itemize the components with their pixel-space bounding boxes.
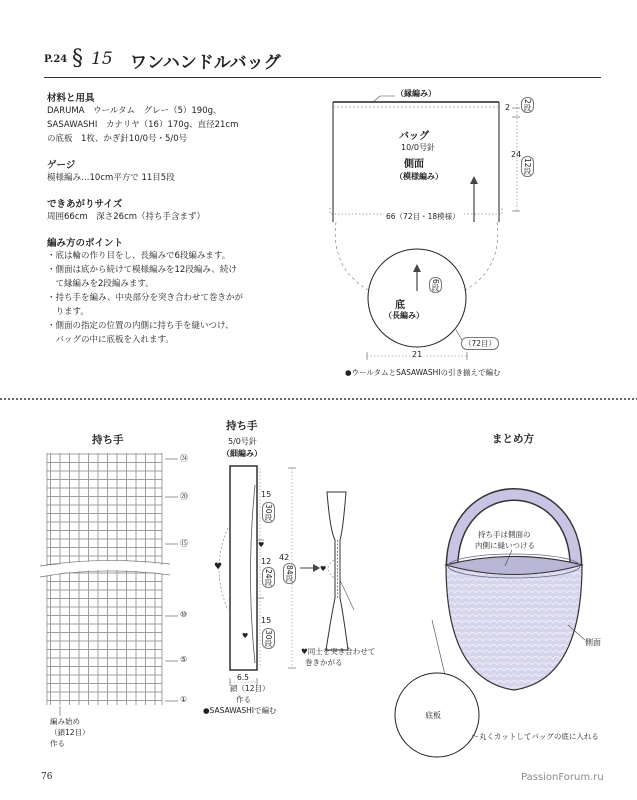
handle-width: 6.5 bbox=[237, 673, 249, 682]
heart-twist-icon: ♥ bbox=[320, 565, 327, 573]
heart-note-1: ♥同士を突き合わせて bbox=[301, 647, 376, 656]
row-mark-24: ㉔ bbox=[180, 454, 188, 463]
side-rows: 12段 bbox=[523, 158, 532, 176]
points-line-6: ・側面の指定の位置の内側に持ち手を縫いつけ、 bbox=[47, 321, 234, 331]
gauge-text: 模様編み…10cm平方で 11目5段 bbox=[47, 173, 175, 183]
bottom-stitches: （72目） bbox=[461, 337, 499, 350]
points-line-1: ・底は輪の作り目をし、長編みで6段編みます。 bbox=[47, 251, 231, 261]
bottom-label: 底 bbox=[395, 300, 405, 311]
points-line-3: て縁編みを2段編みます。 bbox=[47, 279, 154, 289]
materials-line-3: の底板 1枚、かぎ針10/0号・5/0号 bbox=[47, 134, 188, 144]
edging-label: （縁編み） bbox=[396, 89, 436, 98]
seg-bot-rows: 30段 bbox=[264, 630, 273, 648]
page-number: 76 bbox=[41, 772, 53, 782]
heart-mid-icon: ♥ bbox=[258, 541, 265, 549]
handle-yarn-note: ●SASAWASHIで編む bbox=[203, 706, 277, 715]
start-note-2: （鎖12目） bbox=[50, 728, 90, 737]
size-heading: できあがりサイズ bbox=[47, 199, 123, 210]
handle-total-len: 42 bbox=[279, 553, 290, 562]
start-note-3: 作る bbox=[50, 739, 65, 748]
size-text: 周囲66cm 深さ26cm（持ち手含まず） bbox=[47, 212, 206, 222]
seg-bot-len: 15 bbox=[261, 616, 272, 625]
side-label: 側面 bbox=[404, 159, 424, 170]
edging-height: 2 bbox=[505, 103, 511, 112]
assembly-handle-note-2: 内側に縫いつける bbox=[475, 541, 535, 550]
handle-total-rows: 84段 bbox=[285, 565, 294, 583]
assembly-board-label: 底板 bbox=[425, 711, 441, 720]
pattern-number: 15 bbox=[91, 49, 113, 69]
seg-top-len: 15 bbox=[261, 490, 272, 499]
page-reference: P.24 bbox=[44, 54, 68, 65]
handle-needle: 5/0号針 bbox=[228, 437, 257, 446]
pattern-label: （模様編み） bbox=[395, 172, 443, 181]
watermark: PassionForum.ru bbox=[521, 772, 604, 783]
yarn-note: ●ウールタムとSASAWASHIの引き揃えで編む bbox=[345, 368, 501, 377]
materials-heading: 材料と用具 bbox=[47, 93, 95, 104]
edging-rows: 2段 bbox=[523, 99, 532, 112]
points-line-5: ります。 bbox=[47, 307, 89, 317]
handle-chain: 鎖（12目） bbox=[230, 684, 270, 693]
points-line-4: ・持ち手を編み、中央部分を突き合わせて巻きかが bbox=[47, 293, 244, 303]
start-note-1: 編み始め bbox=[50, 717, 80, 726]
materials-line-2: SASAWASHI カナリヤ（16）170g、直径21cm bbox=[47, 120, 239, 130]
seg-mid-rows: 24段 bbox=[264, 569, 273, 587]
row-mark-10: ⑩ bbox=[180, 610, 188, 619]
handle-chart-title: 持ち手 bbox=[92, 434, 124, 446]
assembly-board-note: 丸くカットしてバッグの底に入れる bbox=[479, 732, 599, 741]
row-mark-20: ⑳ bbox=[180, 492, 188, 501]
bottom-stitch-label: （長編み） bbox=[384, 311, 424, 320]
gauge-heading: ゲージ bbox=[47, 160, 76, 171]
assembly-handle-note-1: 持ち手は側面の bbox=[478, 530, 531, 539]
points-heading: 編み方のポイント bbox=[47, 238, 124, 249]
row-mark-5: ⑤ bbox=[180, 655, 188, 664]
points-line-2: ・側面は底から続けて模様編みを12段編み、続け bbox=[47, 265, 237, 275]
section-mark: § bbox=[72, 46, 83, 71]
bag-needle-label: 10/0号針 bbox=[401, 143, 435, 152]
heart-low-icon: ♥ bbox=[242, 632, 249, 640]
heart-left-icon: ♥ bbox=[214, 562, 223, 572]
row-mark-15: ⑮ bbox=[180, 539, 188, 548]
materials-line-1: DARUMA ウールタム グレー（5）190g、 bbox=[47, 106, 222, 116]
row-mark-1: ① bbox=[180, 695, 188, 704]
handle-stitch: （細編み） bbox=[222, 449, 262, 458]
bottom-rows: 6段 bbox=[431, 279, 440, 292]
heart-note-2: 巻きかがる bbox=[305, 658, 343, 667]
bag-label: バッグ bbox=[399, 131, 429, 142]
seg-mid-len: 12 bbox=[261, 557, 272, 566]
assembly-side-label: 側面 bbox=[585, 638, 601, 647]
assembly-title: まとめ方 bbox=[492, 433, 534, 445]
points-line-7: バッグの中に底板を入れます。 bbox=[47, 335, 174, 345]
handle-make: 作る bbox=[236, 695, 251, 704]
side-width-label: 66（72目・18模様） bbox=[386, 212, 460, 221]
handle-schematic-title: 持ち手 bbox=[226, 420, 258, 432]
diameter-label: 21 bbox=[412, 350, 423, 359]
seg-top-rows: 30段 bbox=[264, 504, 273, 522]
page-title: ワンハンドルバッグ bbox=[130, 53, 281, 73]
side-height: 24 bbox=[511, 150, 522, 159]
